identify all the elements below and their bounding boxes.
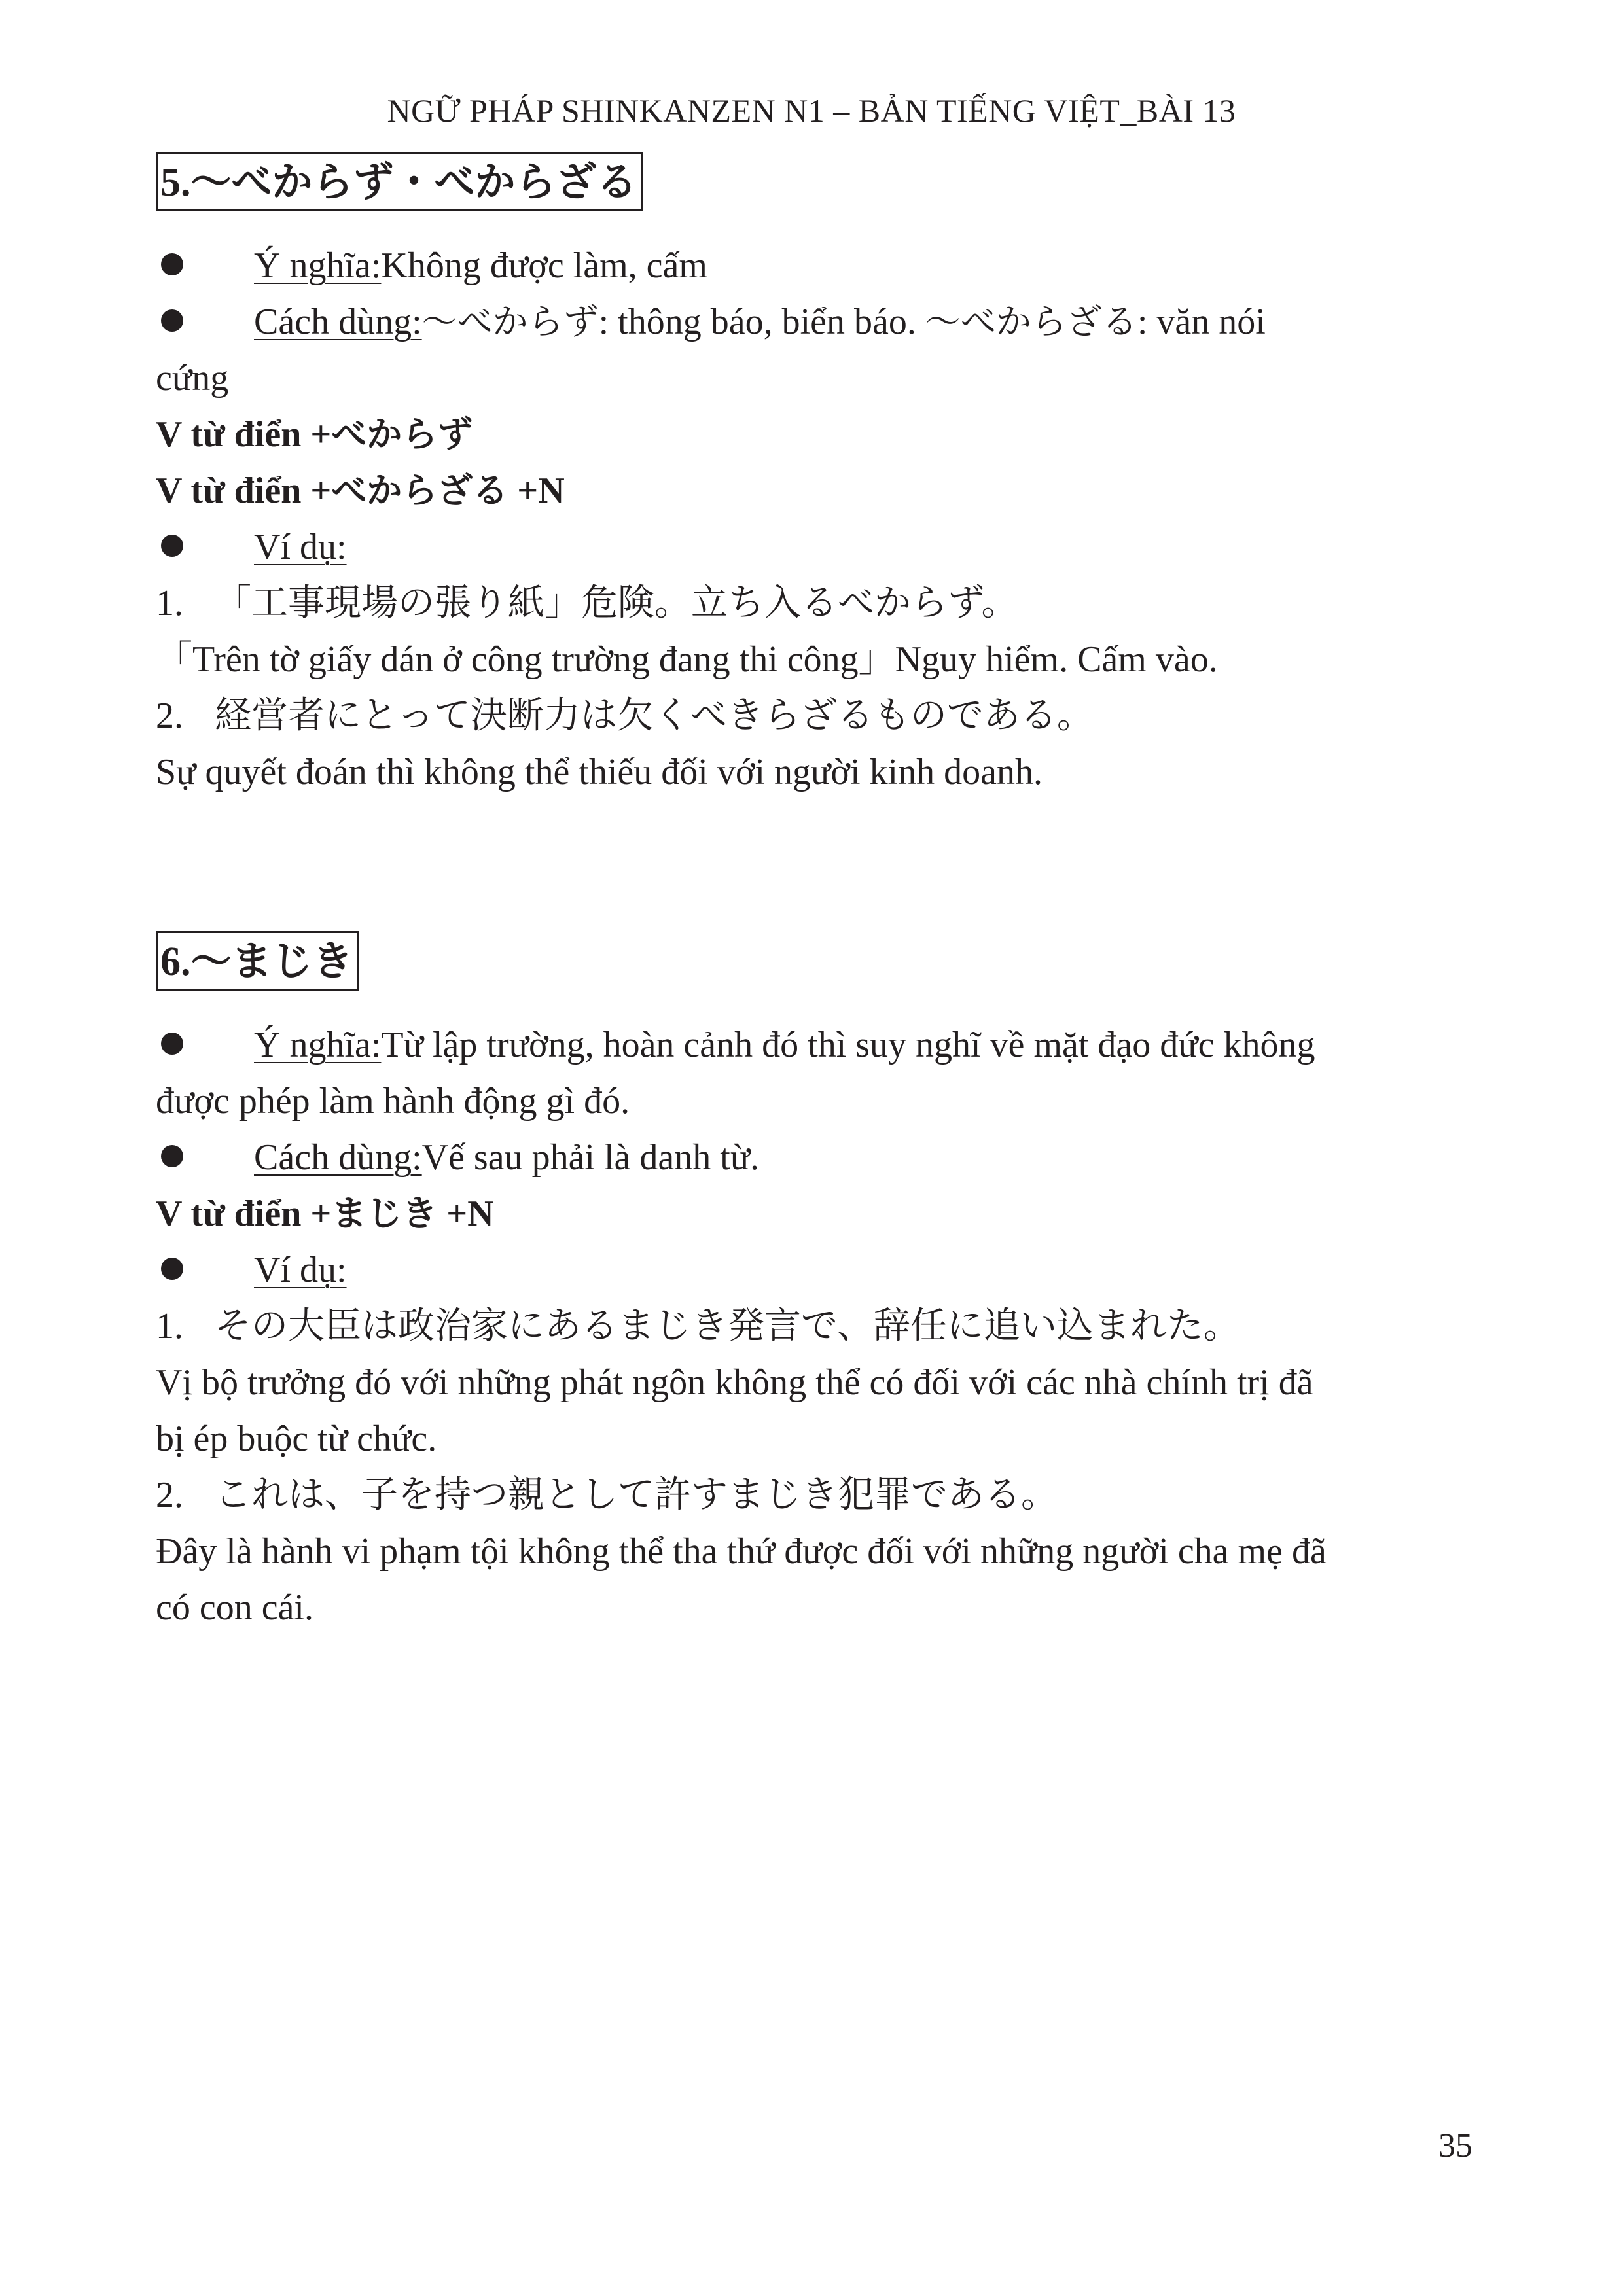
section-6-pattern xyxy=(156,1186,1478,1242)
section-5-title xyxy=(156,152,643,211)
usage-jp-1: ～べからず xyxy=(421,301,599,342)
meaning-text: Không được làm, cấm xyxy=(381,245,707,286)
example-jp: これは、子を持つ親として許すまじき犯罪である。 xyxy=(215,1474,1058,1516)
section-6-grammar: ～まじき xyxy=(190,937,353,985)
meaning-label: Ý nghĩa: xyxy=(254,245,382,286)
section-5-example-2-jp xyxy=(156,688,1478,744)
bullet-icon xyxy=(161,1033,183,1055)
pattern-jp: べからず xyxy=(331,414,473,455)
section-5-pattern-1 xyxy=(156,406,1478,463)
pattern-prefix: V từ điển + xyxy=(156,414,332,455)
usage-text-1: : thông báo, biển báo. xyxy=(598,302,925,342)
meaning-text-2: được phép làm hành động gì đó. xyxy=(156,1081,630,1122)
section-6-meaning xyxy=(156,1017,1478,1073)
usage-text-3: cứng xyxy=(156,358,229,398)
pattern-suffix: +N xyxy=(437,1193,494,1234)
bullet-icon xyxy=(161,253,183,275)
section-5-example-label xyxy=(156,519,1478,575)
bullet-icon xyxy=(161,1258,183,1280)
pattern-jp: べからざる xyxy=(331,470,508,511)
page-content xyxy=(156,152,1478,1636)
usage-label: Cách dùng: xyxy=(254,1137,422,1178)
section-5-number: 5. xyxy=(160,160,191,205)
usage-text: Vế sau phải là danh từ. xyxy=(421,1137,760,1178)
section-6-example-2-vi-1: Đây là hành vi phạm tội không thể tha thứ được đối với những người cha mẹ đã xyxy=(156,1531,1327,1572)
example-number: 2. xyxy=(156,1475,183,1515)
usage-jp-2: ～べからざる xyxy=(925,301,1137,342)
usage-label: Cách dùng: xyxy=(254,302,422,342)
example-label: Ví dụ: xyxy=(254,527,347,567)
section-6-title xyxy=(156,931,359,991)
page-number: 35 xyxy=(1438,2127,1472,2164)
section-5-example-1-jp xyxy=(156,575,1478,631)
pattern-prefix: V từ điển + xyxy=(156,1193,332,1234)
example-jp: その大臣は政治家にあるまじき発言で、辞任に追い込まれた。 xyxy=(215,1305,1240,1347)
section-5-grammar: ～べからず・べからざる xyxy=(190,158,637,205)
bullet-icon xyxy=(161,1145,183,1167)
section-6-example-1-vi-1: Vị bộ trưởng đó với những phát ngôn không thể có đối với các nhà chính trị đã xyxy=(156,1362,1313,1403)
section-5-example-2-vi: Sự quyết đoán thì không thể thiếu đối với người kinh doanh. xyxy=(156,752,1043,792)
bullet-icon xyxy=(161,309,183,332)
pattern-suffix: +N xyxy=(508,470,565,511)
example-number: 1. xyxy=(156,583,183,624)
section-6-usage xyxy=(156,1129,1478,1186)
bullet-icon xyxy=(161,535,183,557)
example-number: 2. xyxy=(156,696,183,736)
page-header: NGỮ PHÁP SHINKANZEN N1 – BẢN TIẾNG VIỆT_BÀI 13 xyxy=(387,92,1236,129)
section-6-example-1-vi-2: bị ép buộc từ chức. xyxy=(156,1419,437,1459)
section-6-example-2-vi-2: có con cái. xyxy=(156,1587,313,1628)
pattern-jp: まじき xyxy=(331,1193,438,1234)
section-6-number: 6. xyxy=(160,940,191,984)
section-5-usage xyxy=(156,294,1478,350)
example-number: 1. xyxy=(156,1306,183,1347)
example-label: Ví dụ: xyxy=(254,1250,347,1290)
section-6-example-label xyxy=(156,1242,1478,1298)
meaning-label: Ý nghĩa: xyxy=(254,1025,382,1065)
usage-text-2: : văn nói xyxy=(1137,302,1266,342)
section-spacer xyxy=(156,800,1478,931)
meaning-text: Từ lập trường, hoàn cảnh đó thì suy nghĩ về mặt đạo đức không xyxy=(381,1025,1315,1065)
section-6-example-1-jp xyxy=(156,1298,1478,1354)
example-jp: 経営者にとって決断力は欠くべきらざるものである。 xyxy=(215,694,1094,737)
example-jp: 「工事現場の張り紙」危険。立ち入るべからず。 xyxy=(215,582,1018,624)
section-5-pattern-2 xyxy=(156,463,1478,519)
pattern-prefix: V từ điển + xyxy=(156,470,332,511)
section-5-example-1-vi: 「Trên tờ giấy dán ở công trường đang thi công」Nguy hiểm. Cấm vào. xyxy=(156,639,1218,680)
section-5-meaning xyxy=(156,238,1478,294)
section-6-example-2-jp xyxy=(156,1467,1478,1523)
